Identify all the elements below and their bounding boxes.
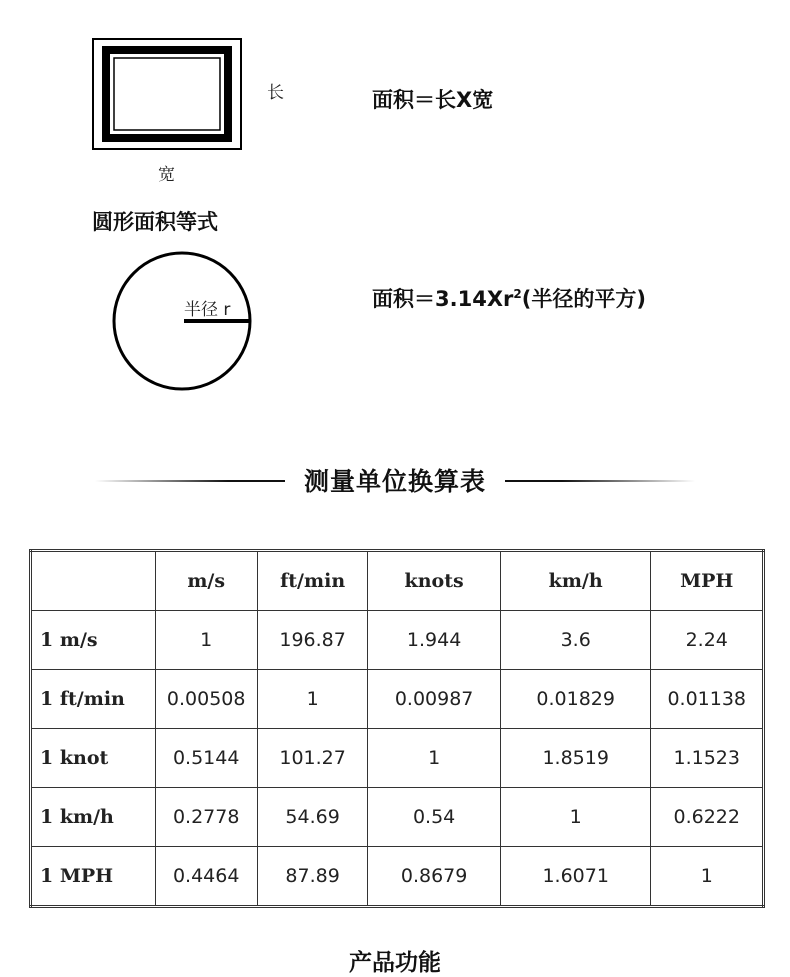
circle-area-heading: 圆形面积等式 <box>92 210 218 234</box>
table-header-cell: ft/min <box>257 551 367 611</box>
table-header-cell: km/h <box>500 551 651 611</box>
table-header-cell: m/s <box>155 551 257 611</box>
rectangle-area-formula: 面积＝长X宽 <box>372 88 494 112</box>
table-row <box>31 611 764 670</box>
table-cell: 101.27 <box>257 729 367 788</box>
circle-formula-suffix: (半径的平方) <box>521 287 646 311</box>
table-cell: 0.2778 <box>155 788 257 847</box>
radius-label: 半径 r <box>184 300 231 320</box>
table-row <box>31 670 764 729</box>
table-cell: 2.24 <box>651 611 764 670</box>
unit-conversion-table <box>29 549 765 908</box>
table-row-label: 1 ft/min <box>31 670 156 729</box>
table-cell: 1.1523 <box>651 729 764 788</box>
table-cell: 3.6 <box>500 611 651 670</box>
table-row <box>31 847 764 907</box>
table-header-cell: MPH <box>651 551 764 611</box>
table-cell: 0.8679 <box>368 847 501 907</box>
section-title: 测量单位换算表 <box>303 467 486 496</box>
circle-diagram <box>110 250 255 395</box>
table-cell: 1 <box>651 847 764 907</box>
table-cell: 0.6222 <box>651 788 764 847</box>
circle-area-formula <box>372 283 646 313</box>
table-row-label: 1 m/s <box>31 611 156 670</box>
table-row-label: 1 km/h <box>31 788 156 847</box>
table-cell: 87.89 <box>257 847 367 907</box>
rectangle-width-label: 宽 <box>158 165 175 185</box>
footer-title: 产品功能 <box>349 950 441 976</box>
table-row-label: 1 MPH <box>31 847 156 907</box>
heading-divider-right <box>505 480 695 482</box>
table-cell: 0.00508 <box>155 670 257 729</box>
rectangle-diagram <box>92 38 242 150</box>
table-cell: 1 <box>368 729 501 788</box>
table-header-cell <box>31 551 156 611</box>
table-cell: 1.944 <box>368 611 501 670</box>
table-row <box>31 729 764 788</box>
table-cell: 1 <box>155 611 257 670</box>
table-cell: 0.54 <box>368 788 501 847</box>
circle-formula-exponent: 2 <box>513 287 522 301</box>
table-row-label: 1 knot <box>31 729 156 788</box>
table-cell: 1.6071 <box>500 847 651 907</box>
table-cell: 0.4464 <box>155 847 257 907</box>
rectangle-length-label: 长 <box>267 83 284 103</box>
circle-formula-prefix: 面积＝3.14Xr <box>372 287 514 311</box>
table-cell: 54.69 <box>257 788 367 847</box>
section-heading <box>0 462 790 498</box>
table-cell: 0.01138 <box>651 670 764 729</box>
table-cell: 1 <box>257 670 367 729</box>
table-cell: 1 <box>500 788 651 847</box>
table-cell: 1.8519 <box>500 729 651 788</box>
table-cell: 196.87 <box>257 611 367 670</box>
table-cell: 0.5144 <box>155 729 257 788</box>
table-header-row <box>31 551 764 611</box>
table-cell: 0.01829 <box>500 670 651 729</box>
table-row <box>31 788 764 847</box>
table-cell: 0.00987 <box>368 670 501 729</box>
table-header-cell: knots <box>368 551 501 611</box>
